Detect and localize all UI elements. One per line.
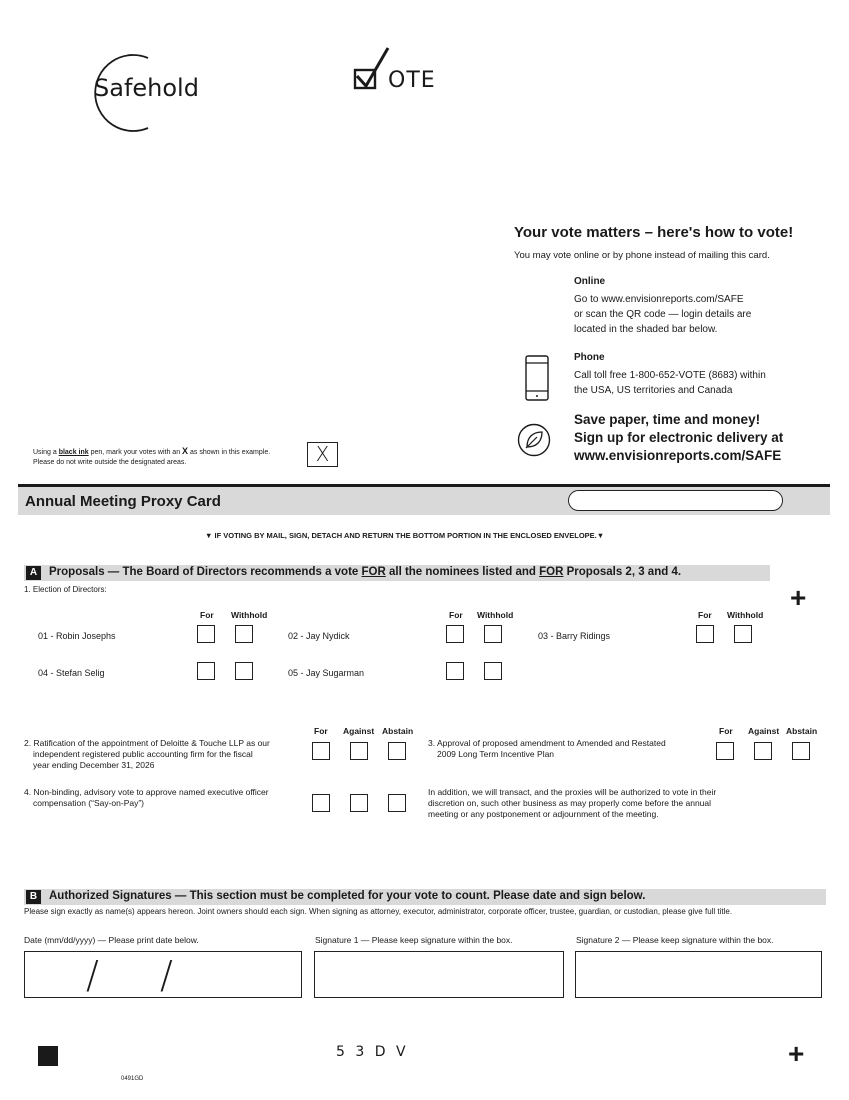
col-abstain: Abstain (786, 726, 818, 736)
section-a-title: Proposals — The Board of Directors recommends a vote FOR all the nominees listed and FOR Proposals 2, 3 and 4. (49, 566, 682, 578)
checkbox-for[interactable] (312, 794, 330, 812)
checkbox-for[interactable] (716, 742, 734, 760)
checkbox-abstain[interactable] (388, 794, 406, 812)
signing-instructions: Please sign exactly as name(s) appears hereon. Joint owners should each sign. When signing as attorney, executor, administrator, corporate officer, trustee, guardian, or custodian, please give full title. (24, 907, 733, 916)
checkbox-for[interactable] (197, 625, 215, 643)
signature-1-field[interactable] (314, 951, 564, 998)
edelivery-text (574, 411, 783, 465)
signature-2-label: Signature 2 — Please keep signature within the box. (576, 935, 774, 945)
marking-instructions-line2: Please do not write outside the designated areas. (33, 459, 187, 466)
proposal-2-text: 2. Ratification of the appointment of Deloitte & Touche LLP as our independent registered public accounting firm for the fiscal year ending December 31, 2026 (24, 738, 270, 770)
election-label: 1. Election of Directors: (24, 585, 107, 594)
black-ink-emphasis: black ink (58, 449, 89, 456)
checkbox-withhold[interactable] (235, 662, 253, 680)
plus-mark-top: + (790, 582, 807, 613)
nominee-label: 04 - Stefan Selig (38, 668, 105, 678)
plus-mark-bottom: + (788, 1038, 805, 1069)
online-line: Go to www.envisionreports.com/SAFE (574, 294, 744, 305)
login-pill (568, 490, 783, 511)
how-to-vote-title: Your vote matters – here's how to vote! (514, 224, 794, 241)
detach-note: ▼ IF VOTING BY MAIL, SIGN, DETACH AND RETURN THE BOTTOM PORTION IN THE ENCLOSED ENVELOPE.▼ (205, 531, 605, 540)
registration-square (38, 1046, 58, 1066)
date-label: Date (mm/dd/yyyy) — Please print date below. (24, 935, 199, 945)
col-against: Against (343, 726, 375, 736)
date-slash: / (160, 953, 173, 997)
signature-2-field[interactable] (575, 951, 822, 998)
online-line: or scan the QR code — login details are (574, 309, 752, 320)
col-withhold: Withhold (231, 610, 268, 620)
phone-line: Call toll free 1-800-652-VOTE (8683) within (574, 370, 766, 381)
phone-heading: Phone (574, 352, 605, 363)
phone-text (574, 368, 766, 398)
checkbox-for[interactable] (696, 625, 714, 643)
card-title: Annual Meeting Proxy Card (25, 493, 221, 510)
col-for: For (200, 610, 214, 620)
safehold-wordmark: Safehold (94, 74, 199, 102)
edelivery-link[interactable]: www.envisionreports.com/SAFE (574, 448, 782, 463)
online-line: located in the shaded bar below. (574, 324, 718, 335)
date-slash: / (86, 953, 99, 997)
checkbox-abstain[interactable] (388, 742, 406, 760)
section-b-letter: B (26, 890, 41, 904)
col-for: For (698, 610, 712, 620)
checkbox-against[interactable] (350, 794, 368, 812)
checkbox-withhold[interactable] (484, 662, 502, 680)
col-against: Against (748, 726, 780, 736)
how-to-vote-subtitle: You may vote online or by phone instead of mailing this card. (514, 250, 770, 261)
marking-instructions (33, 446, 270, 468)
nominee-label: 02 - Jay Nydick (288, 631, 350, 641)
checkbox-against[interactable] (350, 742, 368, 760)
checkbox-withhold[interactable] (734, 625, 752, 643)
signature-1-label: Signature 1 — Please keep signature within the box. (315, 935, 513, 945)
checkbox-for[interactable] (446, 662, 464, 680)
col-for: For (314, 726, 328, 736)
other-business-text: In addition, we will transact, and the proxies will be authorized to vote in their discretion on, such other business as may properly come before the annual meeting or any postponement or adjournment of the meeting. (428, 787, 717, 819)
col-for: For (719, 726, 733, 736)
nominee-label: 01 - Robin Josephs (38, 631, 116, 641)
checkbox-for[interactable] (197, 662, 215, 680)
edelivery-line: Sign up for electronic delivery at (574, 430, 784, 445)
edelivery-line: Save paper, time and money! (574, 412, 761, 427)
section-a-letter: A (26, 566, 41, 580)
online-heading: Online (574, 276, 606, 287)
vote-wordmark: OTE (388, 68, 436, 93)
online-text (574, 292, 751, 337)
checkbox-check-icon (352, 44, 392, 92)
checkbox-for[interactable] (446, 625, 464, 643)
marking-instructions-line1: Using a black ink pen, mark your votes with an X as shown in this example. (33, 446, 271, 456)
checkbox-for[interactable] (312, 742, 330, 760)
phone-icon (525, 355, 549, 401)
proposal-4-text: 4. Non-binding, advisory vote to approve named executive officer compensation (“Say-on-Pay”) (24, 787, 269, 808)
example-mark-box: X (307, 442, 338, 467)
checkbox-against[interactable] (754, 742, 772, 760)
col-withhold: Withhold (727, 610, 764, 620)
leaf-icon (517, 423, 551, 457)
checkbox-withhold[interactable] (484, 625, 502, 643)
small-form-code: 0491GD (121, 1076, 144, 1082)
col-abstain: Abstain (382, 726, 414, 736)
form-code: 5 3 D V (336, 1044, 409, 1060)
checkbox-withhold[interactable] (235, 625, 253, 643)
nominee-label: 05 - Jay Sugarman (288, 668, 365, 678)
col-withhold: Withhold (477, 610, 514, 620)
phone-line: the USA, US territories and Canada (574, 385, 733, 396)
col-for: For (449, 610, 463, 620)
nominee-label: 03 - Barry Ridings (538, 631, 611, 641)
proposal-3-text: 3. Approval of proposed amendment to Amended and Restated 2009 Long Term Incentive Plan (428, 738, 666, 759)
section-b-title: Authorized Signatures — This section must be completed for your vote to count. Please date and sign below. (49, 890, 646, 902)
checkbox-abstain[interactable] (792, 742, 810, 760)
